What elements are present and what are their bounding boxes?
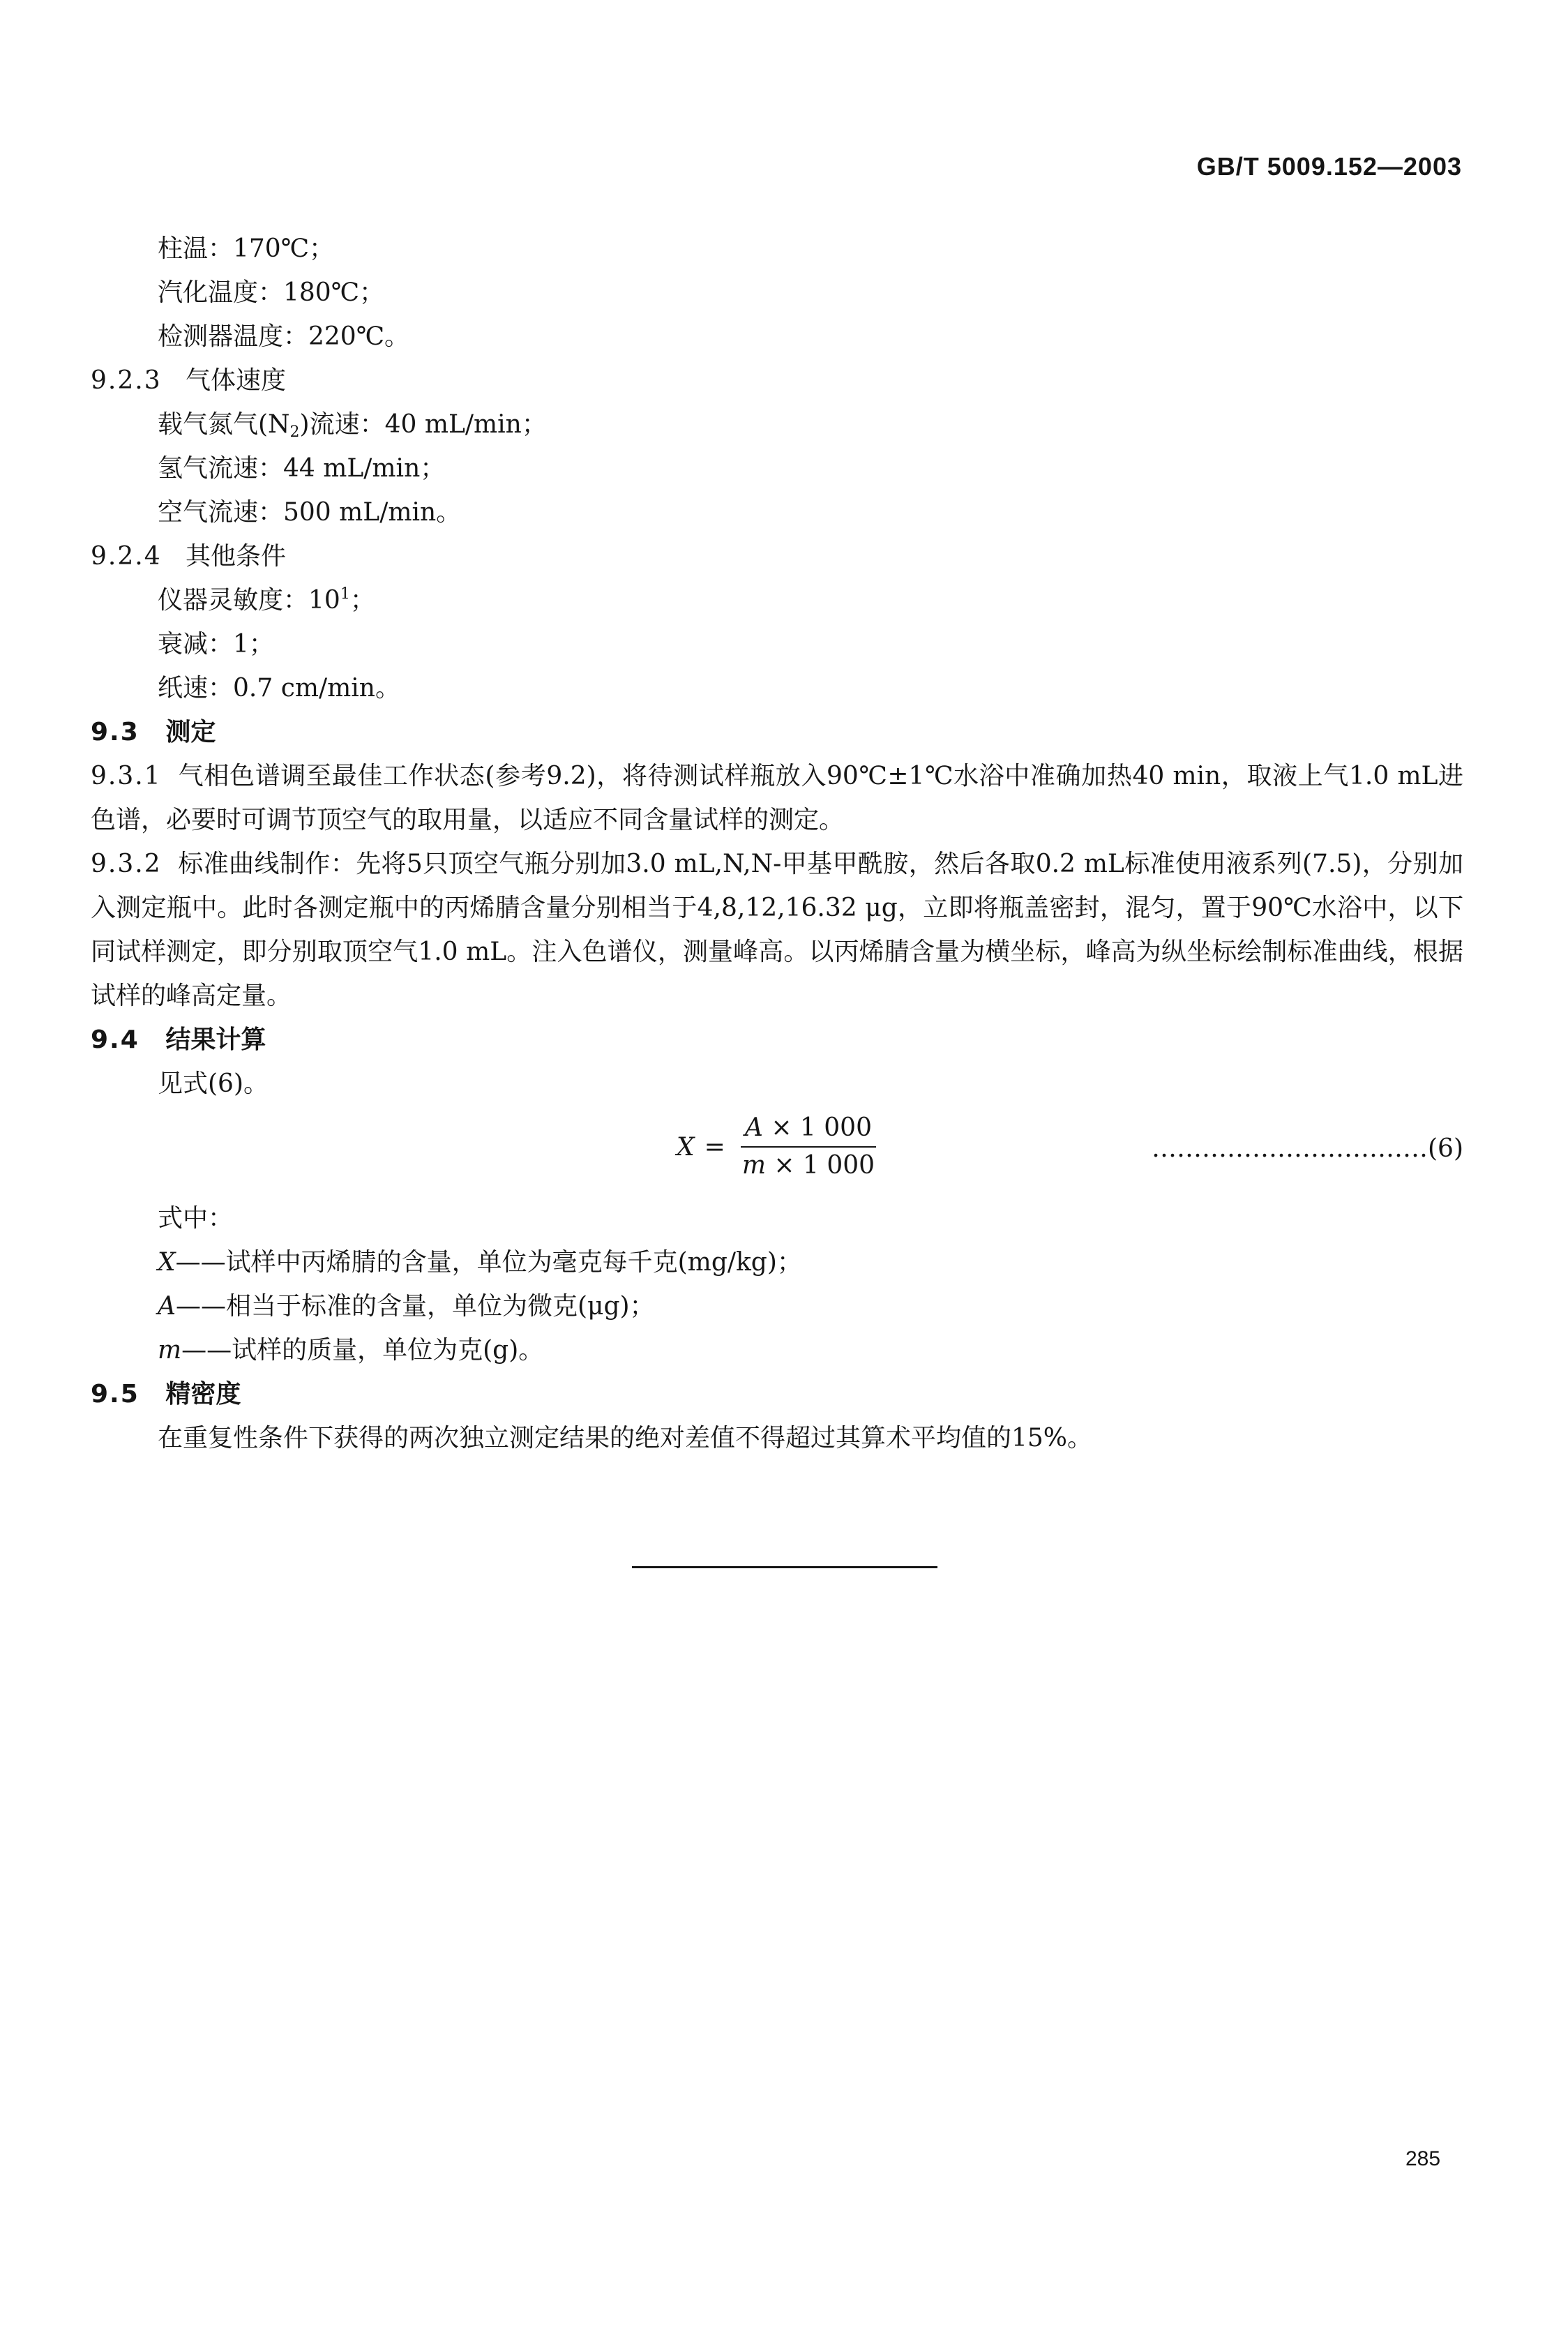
paragraph-text: 气相色谱调至最佳工作状态(参考9.2)，将待测试样瓶放入90℃±1℃水浴中准确加热40 min，取液上气1.0 mL进色谱，必要时可调节顶空气的取用量，以适应不同含量试样的测定。 [91,762,1464,834]
formula-6 [91,1106,1463,1196]
section-number: 9.4 [91,1026,140,1054]
formula-expression [677,1113,879,1181]
denominator-variable: m [741,1151,766,1180]
instrument-sensitivity [91,578,1463,622]
where-label: 式中： [158,1204,234,1233]
section-title: 其他条件 [185,542,286,571]
numerator-rest: × 1 000 [762,1113,872,1142]
section-title: 气体速度 [185,366,286,395]
section-number: 9.2.4 [91,542,162,571]
section-9-5-heading [91,1372,1463,1416]
attenuation: 衰减：1； [158,630,274,659]
paper-speed: 纸速：0.7 cm/min。 [158,674,400,703]
section-9-3-1-paragraph [91,754,1463,842]
formula-denominator [738,1148,879,1181]
section-9-3-2-paragraph [91,842,1463,1018]
section-title: 精密度 [165,1380,241,1408]
definition-x [91,1240,1463,1284]
carrier-gas-rate: )流速：40 mL/min； [299,410,547,439]
sensitivity-exponent: 1 [340,585,350,603]
section-number: 9.3 [91,718,140,746]
column-temperature: 柱温：170℃； [158,234,334,263]
carrier-gas-text: 载气氮气(N [158,410,290,439]
paragraph-text: 标准曲线制作：先将5只顶空气瓶分别加3.0 mL,N,N-甲基甲酰胺，然后各取0.2 mL标准使用液系列(7.5)，分别加入测定瓶中。此时各测定瓶中的丙烯腈含量分别相当于4,8,12,16.32 μg，立即将瓶盖密封，混匀，置于90℃水浴中，以下同试样测定，即分别取顶空气1.0 mL。注入色谱仪，测量峰高。以丙烯腈含量为横坐标，峰高为纵坐标绘制标准曲线，根据试样的峰高定量。 [91,850,1463,1010]
precision-text: 在重复性条件下获得的两次独立测定结果的绝对差值不得超过其算术平均值的15%。 [158,1424,1093,1452]
section-number: 9.2.3 [91,366,162,395]
sensitivity-end: ； [349,586,375,615]
see-formula-text: 见式(6)。 [158,1069,269,1098]
section-9-2-3-heading [91,359,1463,403]
definition-text: ——试样中丙烯腈的含量，单位为毫克每千克(mg/kg)； [175,1248,802,1277]
definition-a [91,1284,1463,1328]
denominator-rest: × 1 000 [765,1151,875,1180]
page-number: 285 [1405,2147,1441,2170]
definition-text: ——相当于标准的含量，单位为微克(μg)； [176,1292,655,1321]
detector-temperature: 检测器温度：220℃。 [158,322,409,351]
section-title: 结果计算 [165,1026,266,1054]
formula-lhs: X [677,1132,695,1162]
standard-code-header: GB/T 5009.152—2003 [1196,152,1462,181]
air-flow: 空气流速：500 mL/min。 [158,498,462,527]
formula-fraction [738,1113,879,1181]
section-number: 9.5 [91,1380,140,1408]
definition-m [91,1328,1463,1372]
definition-symbol: m [158,1336,182,1365]
sensitivity-text: 仪器灵敏度：10 [158,586,340,615]
section-title: 测定 [165,718,216,746]
formula-equals: = [704,1132,725,1162]
section-9-2-4-heading [91,534,1463,578]
equation-number: ……………………………(6) [1152,1134,1463,1163]
carrier-gas-subscript: 2 [289,423,300,441]
section-number: 9.3.2 [91,850,162,878]
vaporization-temperature: 汽化温度：180℃； [158,278,384,307]
numerator-variable: A [744,1113,763,1142]
hydrogen-flow: 氢气流速：44 mL/min； [158,454,446,483]
section-9-3-heading [91,710,1463,754]
document-body [91,227,1463,1460]
definition-text: ——试样的质量，单位为克(g)。 [181,1336,544,1365]
end-rule-divider [632,1566,937,1568]
carrier-gas-flow [91,403,1463,446]
section-number: 9.3.1 [91,762,162,790]
definition-symbol: X [158,1248,176,1277]
definition-symbol: A [158,1292,176,1321]
formula-numerator [741,1113,876,1148]
section-9-4-heading [91,1018,1463,1062]
